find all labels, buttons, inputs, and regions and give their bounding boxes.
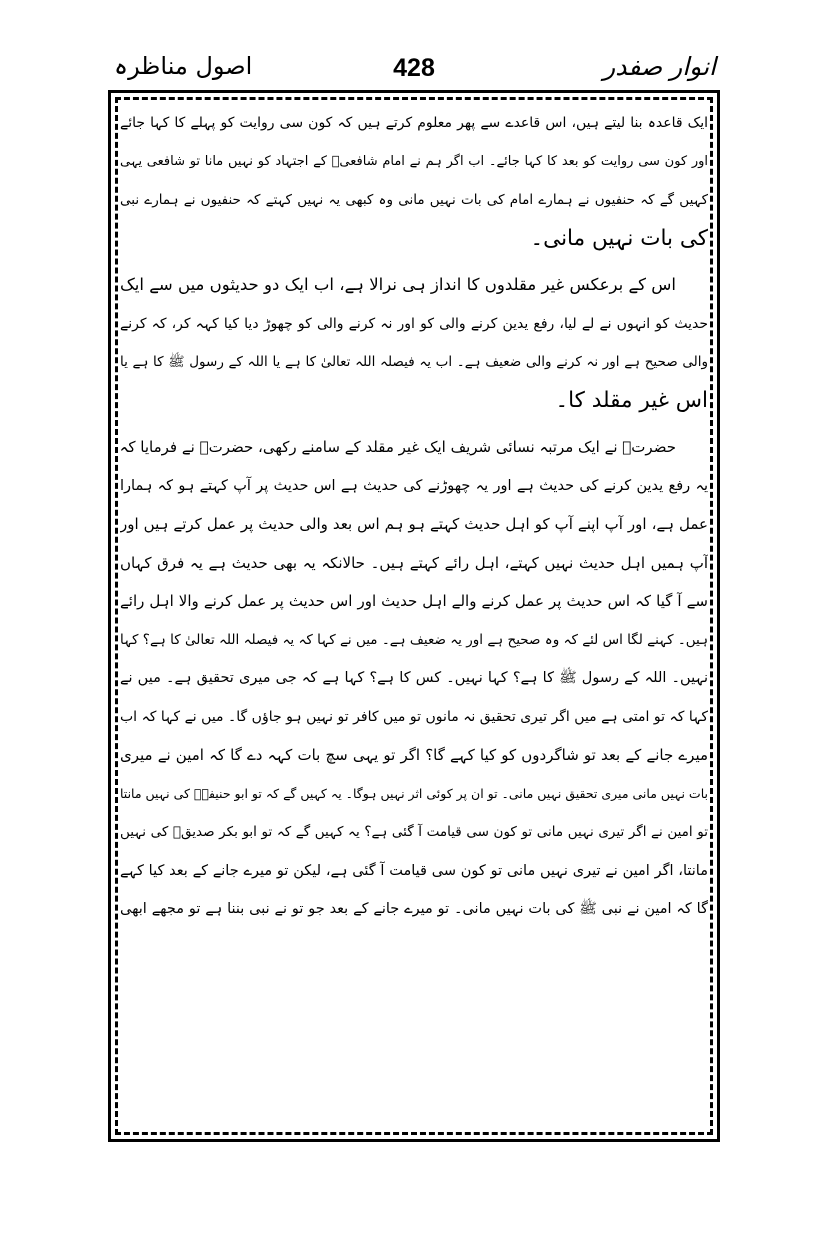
text-line: والی صحیح ہے اور نہ کرنے والی ضعیف ہے۔ اب یہ فیصلہ اللہ تعالیٰ کا ہے یا اللہ کے رسول ﷺ کا ہے یا (120, 354, 708, 370)
text-line: کہا کہ تو امتی ہے میں اگر تیری تحقیق نہ مانوں تو میں کافر تو نہیں ہو جاؤں گا۔ میں نے کہا کہ اب (120, 708, 708, 725)
text-line: آپ ہمیں اہل حدیث نہیں کہتے، اہل رائے کہتے ہیں۔ حالانکہ یہ بھی حدیث ہے یہ فرق کہاں (120, 553, 708, 572)
page-header (108, 50, 720, 90)
text-line: بات نہیں مانی میری تحقیق نہیں مانی۔ تو ان پر کوئی اثر نہیں ہوگا۔ یہ کہیں گے کہ تو ابو حنیفہؒ کی نہیں مانتا (120, 785, 708, 801)
text-line: مانتا، اگر امین نے تیری نہیں مانی تو کون سی قیامت آ گئی ہے، لیکن تو میرے جانے کے بعد کیا کہے (120, 862, 708, 879)
text-line: سے آ گیا کہ اس حدیث پر عمل کرنے والے اہل حدیث اور اس حدیث پر عمل کرنے والا اہل رائے (120, 592, 708, 610)
text-line: حضرتؒ نے ایک مرتبہ نسائی شریف ایک غیر مقلد کے سامنے رکھی، حضرتؒ نے فرمایا کہ (120, 438, 676, 456)
text-line: اس کے برعکس غیر مقلدوں کا انداز ہی نرالا ہے، اب ایک دو حدیثوں میں سے ایک (120, 275, 676, 294)
text-line: نہیں۔ اللہ کے رسول ﷺ کا ہے؟ کہا نہیں۔ کس کا ہے؟ کہا ہے کہ جی میری تحقیق ہے۔ میں نے (120, 670, 708, 686)
text-line: گا کہ امین نے نبی ﷺ کی بات نہیں مانی۔ تو میرے جانے کے بعد جو تو نے نبی بننا ہے تو مجھے ابھی (120, 901, 708, 917)
text-line: ہیں۔ کہنے لگا اس لئے کہ وہ صحیح ہے اور یہ ضعیف ہے۔ میں نے کہا کہ یہ فیصلہ اللہ تعالیٰ کا ہے؟ کہا (120, 631, 708, 648)
section-title: اصول مناظرہ (114, 52, 253, 80)
text-line: کی بات نہیں مانی۔ (530, 225, 708, 251)
text-line: تو امین نے اگر تیری نہیں مانی تو کون سی قیامت آ گئی ہے؟ یہ کہیں گے کہ تو ابو بکر صدیقؓ کی نہیں (120, 824, 708, 840)
text-line: اور کون سی روایت کو بعد کا کہا جائے۔ اب اگر ہم نے امام شافعیؒ کے اجتہاد کو نہیں مانا تو شافعی یہی (120, 153, 708, 169)
text-line: اس غیر مقلد کا۔ (555, 387, 708, 413)
page-body (120, 104, 708, 1132)
text-line: عمل ہے، اور آپ اپنے آپ کو اہل حدیث کہتے ہو ہم اس بعد والی حدیث پر عمل کرتے ہیں اور (120, 515, 708, 533)
text-line: ایک قاعدہ بنا لیتے ہیں، اس قاعدے سے پھر معلوم کرتے ہیں کہ کون سی روایت کو پہلے کا کہا جائے (120, 115, 708, 131)
text-line: میرے جانے کے بعد تو شاگردوں کو کیا کہے گا؟ اگر تو یہی سچ بات کہہ دے گا کہ امین نے میری (120, 746, 708, 764)
text-line: حدیث کو انہوں نے لے لیا، رفع یدین کرنے والی کو اور نہ کرنے والی کو چھوڑ دیا کیا کہہ کر، کہ کرنے (120, 315, 708, 332)
text-line: یہ رفع یدین کرنے کی حدیث ہے اور یہ چھوڑنے کی حدیث ہے اس حدیث پر آپ کہتے ہو کہ ہمارا (120, 477, 708, 494)
page-number: 428 (393, 54, 435, 82)
text-line: کہیں گے کہ حنفیوں نے ہمارے امام کی بات نہیں مانی وہ کبھی یہ نہیں کہتے کہ حنفیوں نے ہمارے نبی (120, 192, 708, 208)
book-title: انوار صفدر (603, 52, 716, 81)
